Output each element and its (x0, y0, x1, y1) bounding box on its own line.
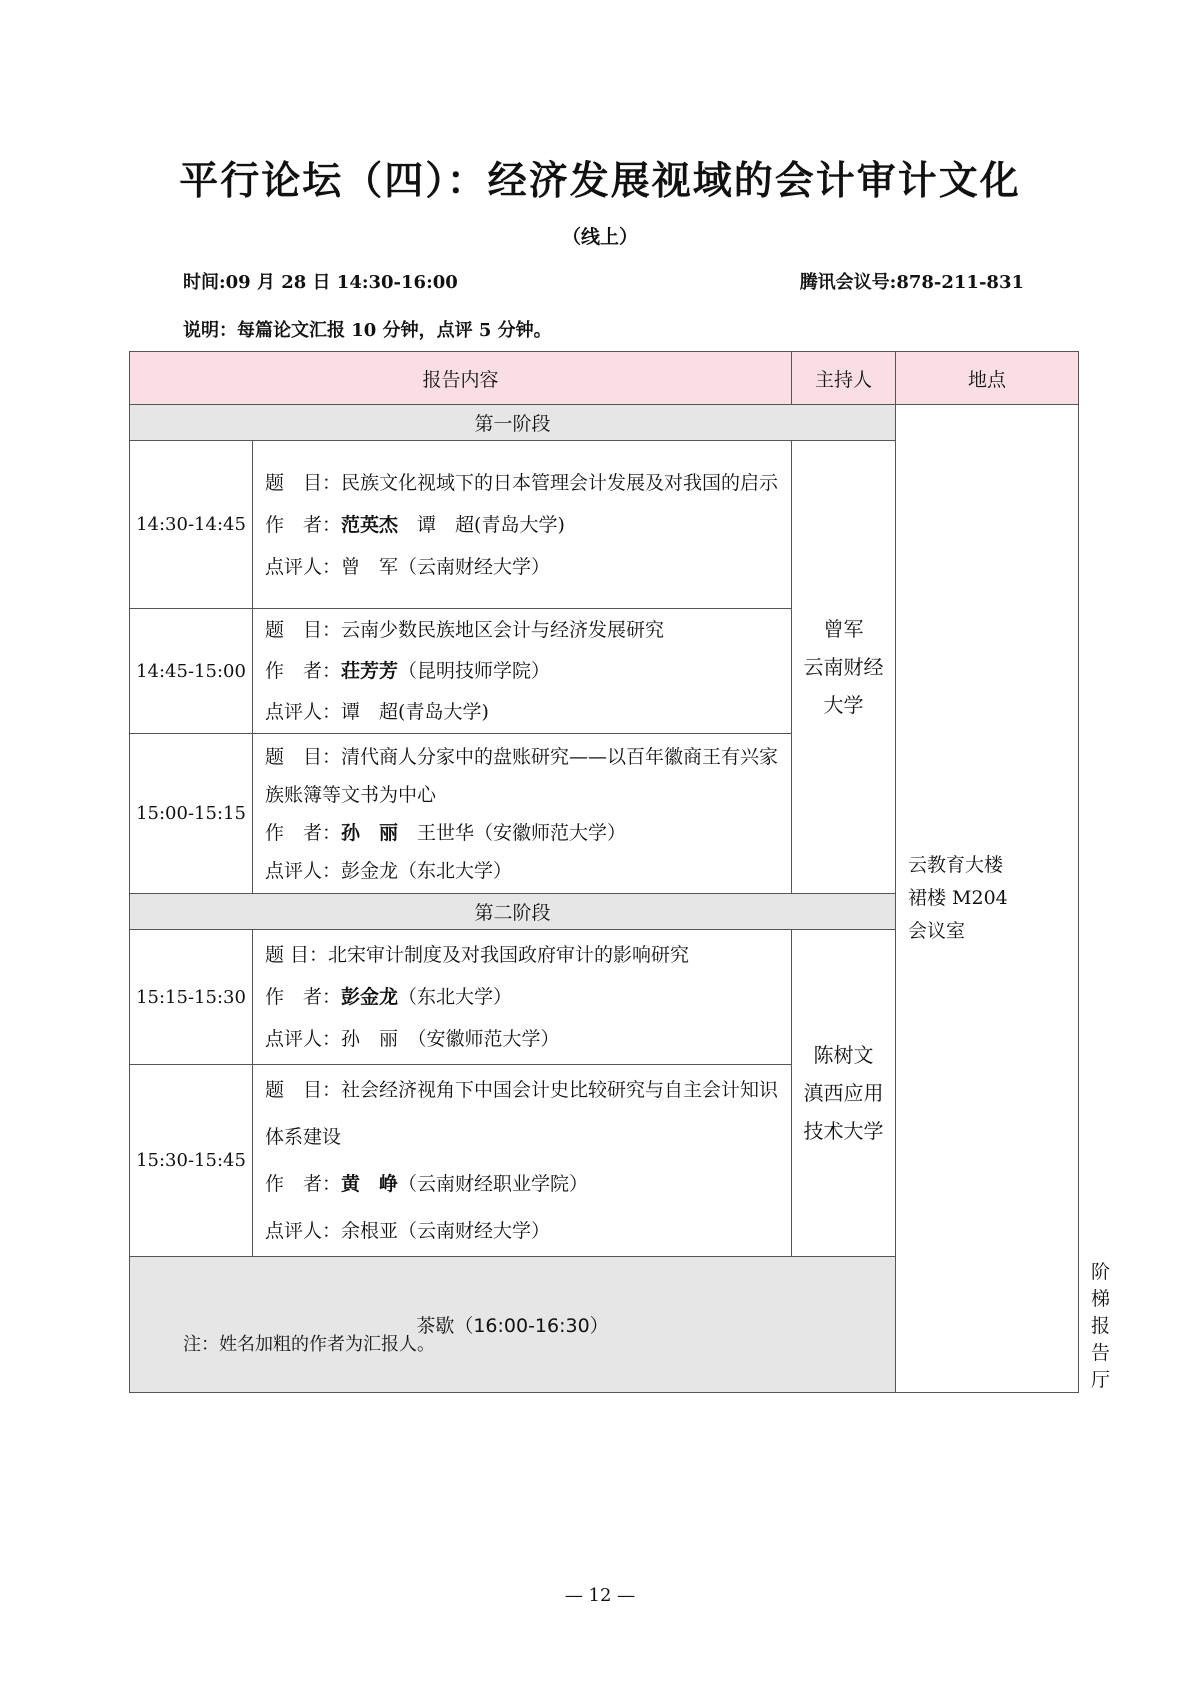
host-line: 陈树文 (813, 1043, 874, 1067)
topic-label: 题 目： (265, 1078, 342, 1101)
host-line: 大学 (823, 693, 864, 717)
reviewer-affiliation: （云南财经大学） (398, 555, 551, 578)
session-reviewer (265, 852, 779, 890)
host-line: 曾军 (823, 617, 864, 641)
instructions: 说明：每篇论文汇报 10 分钟，点评 5 分钟。 (183, 320, 552, 341)
topic-text: 社会经济视角下中国会计史比较研究与自主会计知识体系建设 (265, 1078, 779, 1148)
session-content (253, 930, 792, 1065)
session-reviewer (265, 1208, 779, 1255)
topic-label: 题 目： (265, 944, 329, 966)
session-reviewer (265, 692, 779, 733)
session-author (265, 814, 779, 852)
reviewer-name: 曾 军 (341, 555, 399, 578)
reviewer-name: 孙 丽 (341, 1028, 399, 1050)
topic-text: 云南少数民族地区会计与经济发展研究 (341, 618, 665, 641)
meeting-id: 腾讯会议号:878-211-831 (799, 272, 1024, 293)
session-content (253, 1065, 792, 1257)
session-author (265, 976, 779, 1018)
reviewer-label: 点评人： (265, 859, 342, 882)
reviewer-label: 点评人： (265, 555, 342, 578)
author-rest: （云南财经职业学院） (398, 1172, 589, 1195)
host-line: 滇西应用 (803, 1081, 884, 1105)
header-host: 主持人 (792, 352, 896, 405)
tea-break: 茶歇（16:00-16:30） (130, 1257, 896, 1393)
venue-line: 裙楼 M204 (908, 887, 1008, 909)
header-venue: 地点 (896, 352, 1079, 405)
session-content (253, 734, 792, 894)
session-topic (265, 610, 779, 651)
author-label: 作 者： (265, 513, 342, 536)
presenter-name: 范英杰 (341, 513, 399, 536)
host-cell (792, 441, 896, 894)
topic-text: 北宋审计制度及对我国政府审计的影响研究 (328, 944, 690, 966)
session-content (253, 441, 792, 609)
host-line: 技术大学 (803, 1119, 884, 1143)
reviewer-name: 余根亚 (341, 1219, 399, 1242)
topic-label: 题 目： (265, 745, 342, 768)
session-topic (265, 738, 779, 814)
author-rest: （昆明技师学院） (398, 659, 551, 682)
presenter-name: 彭金龙 (341, 986, 399, 1008)
schedule-table (129, 351, 1111, 1393)
reviewer-affiliation: （东北大学） (398, 859, 513, 882)
reviewer-label: 点评人： (265, 1219, 342, 1242)
reviewer-affiliation: (青岛大学) (398, 700, 489, 723)
meeting-time: 时间:09 月 28 日 14:30-16:00 (183, 272, 458, 293)
presenter-name: 荘芳芳 (341, 659, 399, 682)
reviewer-name: 谭 超 (341, 700, 399, 723)
author-label: 作 者： (265, 986, 342, 1008)
session-time: 15:00-15:15 (130, 734, 253, 894)
session-author (265, 504, 779, 546)
venue-line: 云教育大楼 (908, 854, 1004, 876)
topic-text: 清代商人分家中的盘账研究——以百年徽商王有兴家族账簿等文书为中心 (265, 745, 779, 806)
page-subtitle: （线上） (561, 226, 638, 248)
session-reviewer (265, 546, 779, 588)
session-time: 14:45-15:00 (130, 609, 253, 734)
presenter-name: 孙 丽 (341, 821, 399, 844)
host-line: 云南财经 (803, 655, 884, 679)
topic-text: 民族文化视域下的日本管理会计发展及对我国的启示 (341, 471, 779, 494)
author-label: 作 者： (265, 659, 342, 682)
topic-label: 题 目： (265, 618, 342, 641)
page-title: 平行论坛（四）：经济发展视域的会计审计文化 (179, 159, 1021, 204)
session-topic (265, 934, 779, 976)
venue-cell (896, 405, 1079, 1393)
author-label: 作 者： (265, 1172, 342, 1195)
session-reviewer (265, 1018, 779, 1060)
session-time: 14:30-14:45 (130, 441, 253, 609)
host-cell (792, 930, 896, 1257)
author-rest: 谭 超(青岛大学) (398, 513, 565, 536)
author-label: 作 者： (265, 821, 342, 844)
header-content: 报告内容 (130, 352, 792, 405)
session-time: 15:15-15:30 (130, 930, 253, 1065)
author-rest: （东北大学） (398, 986, 513, 1008)
session-topic (265, 1067, 779, 1161)
session-author (265, 1161, 779, 1208)
session-topic (265, 462, 779, 504)
topic-label: 题 目： (265, 471, 342, 494)
stage-row (130, 405, 1079, 441)
reviewer-label: 点评人： (265, 700, 342, 723)
reviewer-affiliation: （安徽师范大学） (398, 1028, 560, 1050)
stage-title: 第一阶段 (130, 405, 896, 441)
session-content (253, 609, 792, 734)
footnote: 注：姓名加粗的作者为汇报人。 (183, 1334, 435, 1355)
session-time: 15:30-15:45 (130, 1065, 253, 1257)
venue-line: 会议室 (908, 920, 966, 942)
tea-break-row: 茶歇（16:00-16:30） 阶梯报告厅 (130, 1257, 1079, 1393)
session-author (265, 651, 779, 692)
stage-title: 第二阶段 (130, 894, 896, 930)
reviewer-affiliation: （云南财经大学） (398, 1219, 551, 1242)
page-number: — 12 — (564, 1585, 636, 1606)
presenter-name: 黄 峥 (341, 1172, 399, 1195)
reviewer-label: 点评人： (265, 1028, 342, 1050)
table-header-row (130, 352, 1079, 405)
author-rest: 王世华（安徽师范大学） (398, 821, 627, 844)
reviewer-name: 彭金龙 (341, 859, 399, 882)
